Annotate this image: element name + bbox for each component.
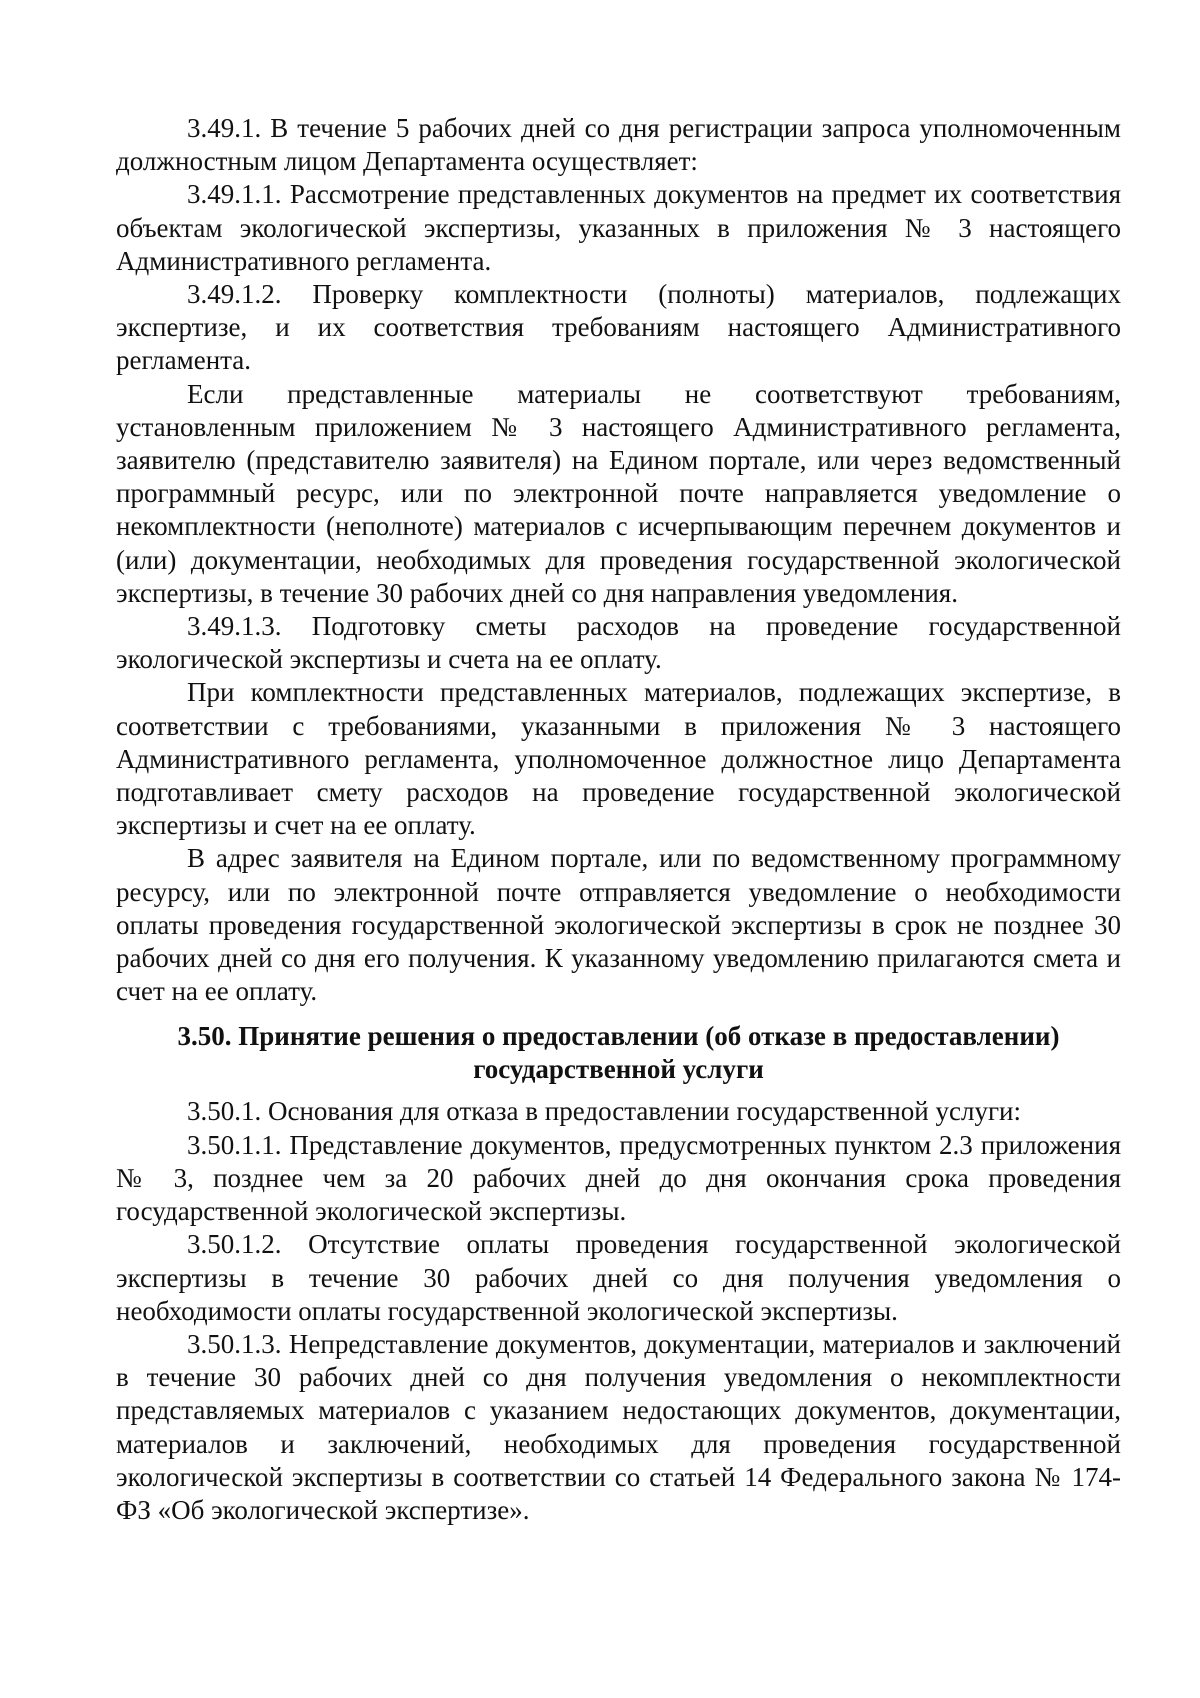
paragraph-complete-materials: При комплектности представленных материалов, подлежащих экспертизе, в соответствии с требованиями, указанными в приложения № 3 настоящего Административного регламента, уполномоченное должностное лицо Департамента подготавливает смету расходов на проведение государственной экологической экспертизы и счет на ее оплату. xyxy=(116,677,1121,841)
paragraph-3-50-1-3: 3.50.1.3. Непредставление документов, документации, материалов и заключений в течение 30 рабочих дней со дня получения уведомления о некомплектности представляемых материалов с указанием недостающих документов, документации, материалов и заключений, необходимых для проведения государственной экологической экспертизы в соответствии со статьей 14 Федерального закона № 174-ФЗ «Об экологической экспертизе». xyxy=(116,1328,1121,1525)
section-heading-line-1: 3.50. Принятие решения о предоставлении (об отказе в предоставлении) xyxy=(177,1021,1060,1052)
document-page xyxy=(116,112,1121,1527)
paragraph-3-50-1-2: 3.50.1.2. Отсутствие оплаты проведения государственной экологической экспертизы в течение 30 рабочих дней со дня получения уведомления о необходимости оплаты государственной экологической экспертизы. xyxy=(116,1229,1121,1326)
section-heading-3-50 xyxy=(116,1020,1121,1086)
paragraph-incomplete-materials: Если представленные материалы не соответствуют требованиям, установленным приложением № 3 настоящего Административного регламента, заявителю (представителю заявителя) на Едином портале, или через ведомственный программный ресурс, или по электронной почте направляется уведомление о некомплектности (неполноте) материалов с исчерпывающим перечнем документов и (или) документации, необходимых для проведения государственной экологической экспертизы, в течение 30 рабочих дней со дня направления уведомления. xyxy=(116,378,1121,608)
paragraph-3-49-1-1: 3.49.1.1. Рассмотрение представленных документов на предмет их соответствия объектам экологической экспертизы, указанных в приложения № 3 настоящего Административного регламента. xyxy=(116,179,1121,276)
paragraph-3-49-1-2: 3.49.1.2. Проверку комплектности (полноты) материалов, подлежащих экспертизе, и их соответствия требованиям настоящего Административного регламента. xyxy=(116,279,1121,376)
section-heading-line-2: государственной услуги xyxy=(473,1054,764,1085)
paragraph-3-49-1: 3.49.1. В течение 5 рабочих дней со дня регистрации запроса уполномоченным должностным лицом Департамента осуществляет: xyxy=(116,113,1121,177)
paragraph-3-50-1-1: 3.50.1.1. Представление документов, предусмотренных пунктом 2.3 приложения № 3, позднее чем за 20 рабочих дней до дня окончания срока проведения государственной экологической экспертизы. xyxy=(116,1129,1121,1227)
paragraph-3-49-1-3: 3.49.1.3. Подготовку сметы расходов на проведение государственной экологической экспертизы и счета на ее оплату. xyxy=(116,611,1121,675)
paragraph-3-50-1: 3.50.1. Основания для отказа в предоставлении государственной услуги: xyxy=(187,1096,1021,1127)
paragraph-payment-notice: В адрес заявителя на Едином портале, или по ведомственному программному ресурсу, или по электронной почте отправляется уведомление о необходимости оплаты проведения государственной экологической экспертизы в срок не позднее 30 рабочих дней со дня его получения. К указанному уведомлению прилагаются смета и счет на ее оплату. xyxy=(116,843,1121,1007)
